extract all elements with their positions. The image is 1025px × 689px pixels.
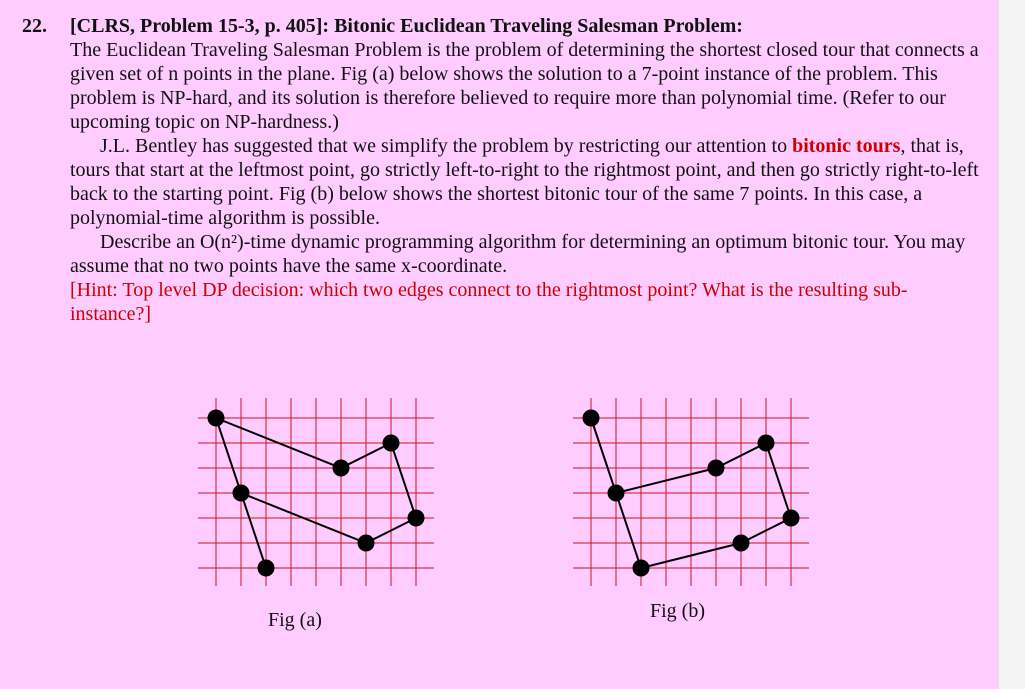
figure-b-point [608,485,625,502]
figure-a-point [208,410,225,427]
figure-a-tour-diagram [198,398,438,588]
hint-text: [Hint: Top level DP decision: which two edges connect to the rightmost point? What is the resulting sub-instance?] [70,279,908,325]
figure-b-point [583,410,600,427]
figure-a-point [383,435,400,452]
problem-heading [22,14,982,38]
paragraph-2 [70,134,982,230]
problem-number: 22. [22,15,47,37]
figure-b-point [733,535,750,552]
figure-a-caption: Fig (a) [268,609,322,631]
paragraph-3: Describe an O(n²)-time dynamic programming algorithm for determining an optimum bitonic tour. You may assume that no two points have the same x-coordinate. [70,231,966,277]
figure-b-point [708,460,725,477]
figure-b-point [758,435,775,452]
figure-b-point [783,510,800,527]
problem-text [22,14,982,326]
paragraph-2-lead: J.L. Bentley has suggested that we simplify the problem by restricting our attention to [100,135,793,157]
scrollbar[interactable] [998,0,1025,689]
figure-a-point [333,460,350,477]
figure-b-point [633,560,650,577]
figure-b-caption: Fig (b) [650,600,705,622]
bitonic-tours-term: bitonic tours [792,135,901,157]
figure-a-point [358,535,375,552]
figure-a-point [233,485,250,502]
figure-a-point [258,560,275,577]
problem-title: [CLRS, Problem 15-3, p. 405]: Bitonic Euclidean Traveling Salesman Problem: [70,15,743,37]
figure-a-point [408,510,425,527]
paragraph-2-rest: , that is, tours that start at the leftmost point, go strictly left-to-right to the rightmost point, and then go strictly right-to-left back to the starting point. Fig (b) below shows the shortest bitonic tour of the same 7 points. In this case, a polynomial-time algorithm is possible. [70,135,979,229]
figure-b-tour-diagram [573,398,813,588]
paragraph-1: The Euclidean Traveling Salesman Problem is the problem of determining the shortest closed tour that connects a given set of n points in the plane. Fig (a) below shows the solution to a 7-point instance of the problem. This problem is NP-hard, and its solution is therefore believed to require more than polynomial time. (Refer to our upcoming topic on NP-hardness.) [70,39,979,133]
